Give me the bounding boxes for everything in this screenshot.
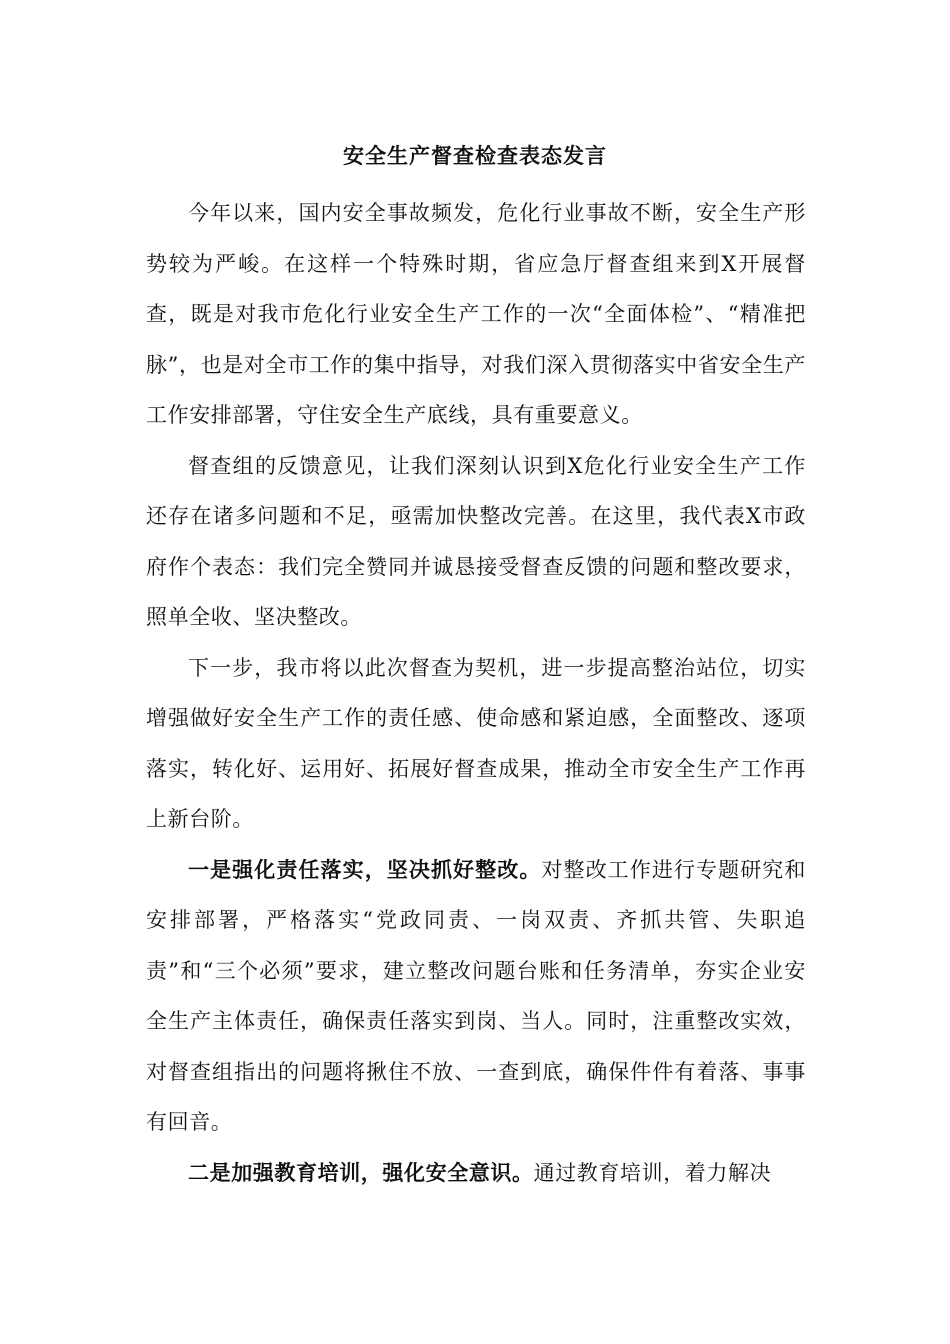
paragraph-lead: 二是加强教育培训，强化安全意识。 <box>188 1159 534 1185</box>
document-title: 安全生产督查检查表态发言 <box>343 143 607 168</box>
paragraph-5 <box>146 1148 806 1199</box>
document-body <box>146 188 806 1198</box>
paragraph-text: 督查组的反馈意见，让我们深刻认识到X危化行业安全生产工作还存在诸多问题和不足，亟需加快整改完善。在这里，我代表X市政府作个表态：我们完全赞同并诚恳接受督查反馈的问题和整改要求，照单全收、坚决整改。 <box>146 453 806 629</box>
paragraph-lead: 一是强化责任落实，坚决抓好整改。 <box>188 856 542 882</box>
paragraph-text: 通过教育培训，着力解决 <box>533 1160 772 1185</box>
paragraph-2 <box>146 441 806 643</box>
paragraph-text: 今年以来，国内安全事故频发，危化行业事故不断，安全生产形势较为严峻。在这样一个特殊时期，省应急厅督查组来到X开展督查，既是对我市危化行业安全生产工作的一次“全面体检”、“精准把脉”，也是对全市工作的集中指导，对我们深入贯彻落实中省安全生产工作安排部署，守住安全生产底线，具有重要意义。 <box>146 201 806 427</box>
paragraph-4 <box>146 845 806 1148</box>
paragraph-text: 下一步，我市将以此次督查为契机，进一步提高整治站位，切实增强做好安全生产工作的责任感、使命感和紧迫感，全面整改、逐项落实，转化好、运用好、拓展好督查成果，推动全市安全生产工作再上新台阶。 <box>146 655 806 831</box>
paragraph-1 <box>146 188 806 441</box>
paragraph-3 <box>146 643 806 845</box>
paragraph-text: 对整改工作进行专题研究和安排部署，严格落实“党政同责、一岗双责、齐抓共管、失职追责”和“三个必须”要求，建立整改问题台账和任务清单，夯实企业安全生产主体责任，确保责任落实到岗、当人。同时，注重整改实效，对督查组指出的问题将揪住不放、一查到底，确保件件有着落、事事有回音。 <box>146 857 806 1134</box>
